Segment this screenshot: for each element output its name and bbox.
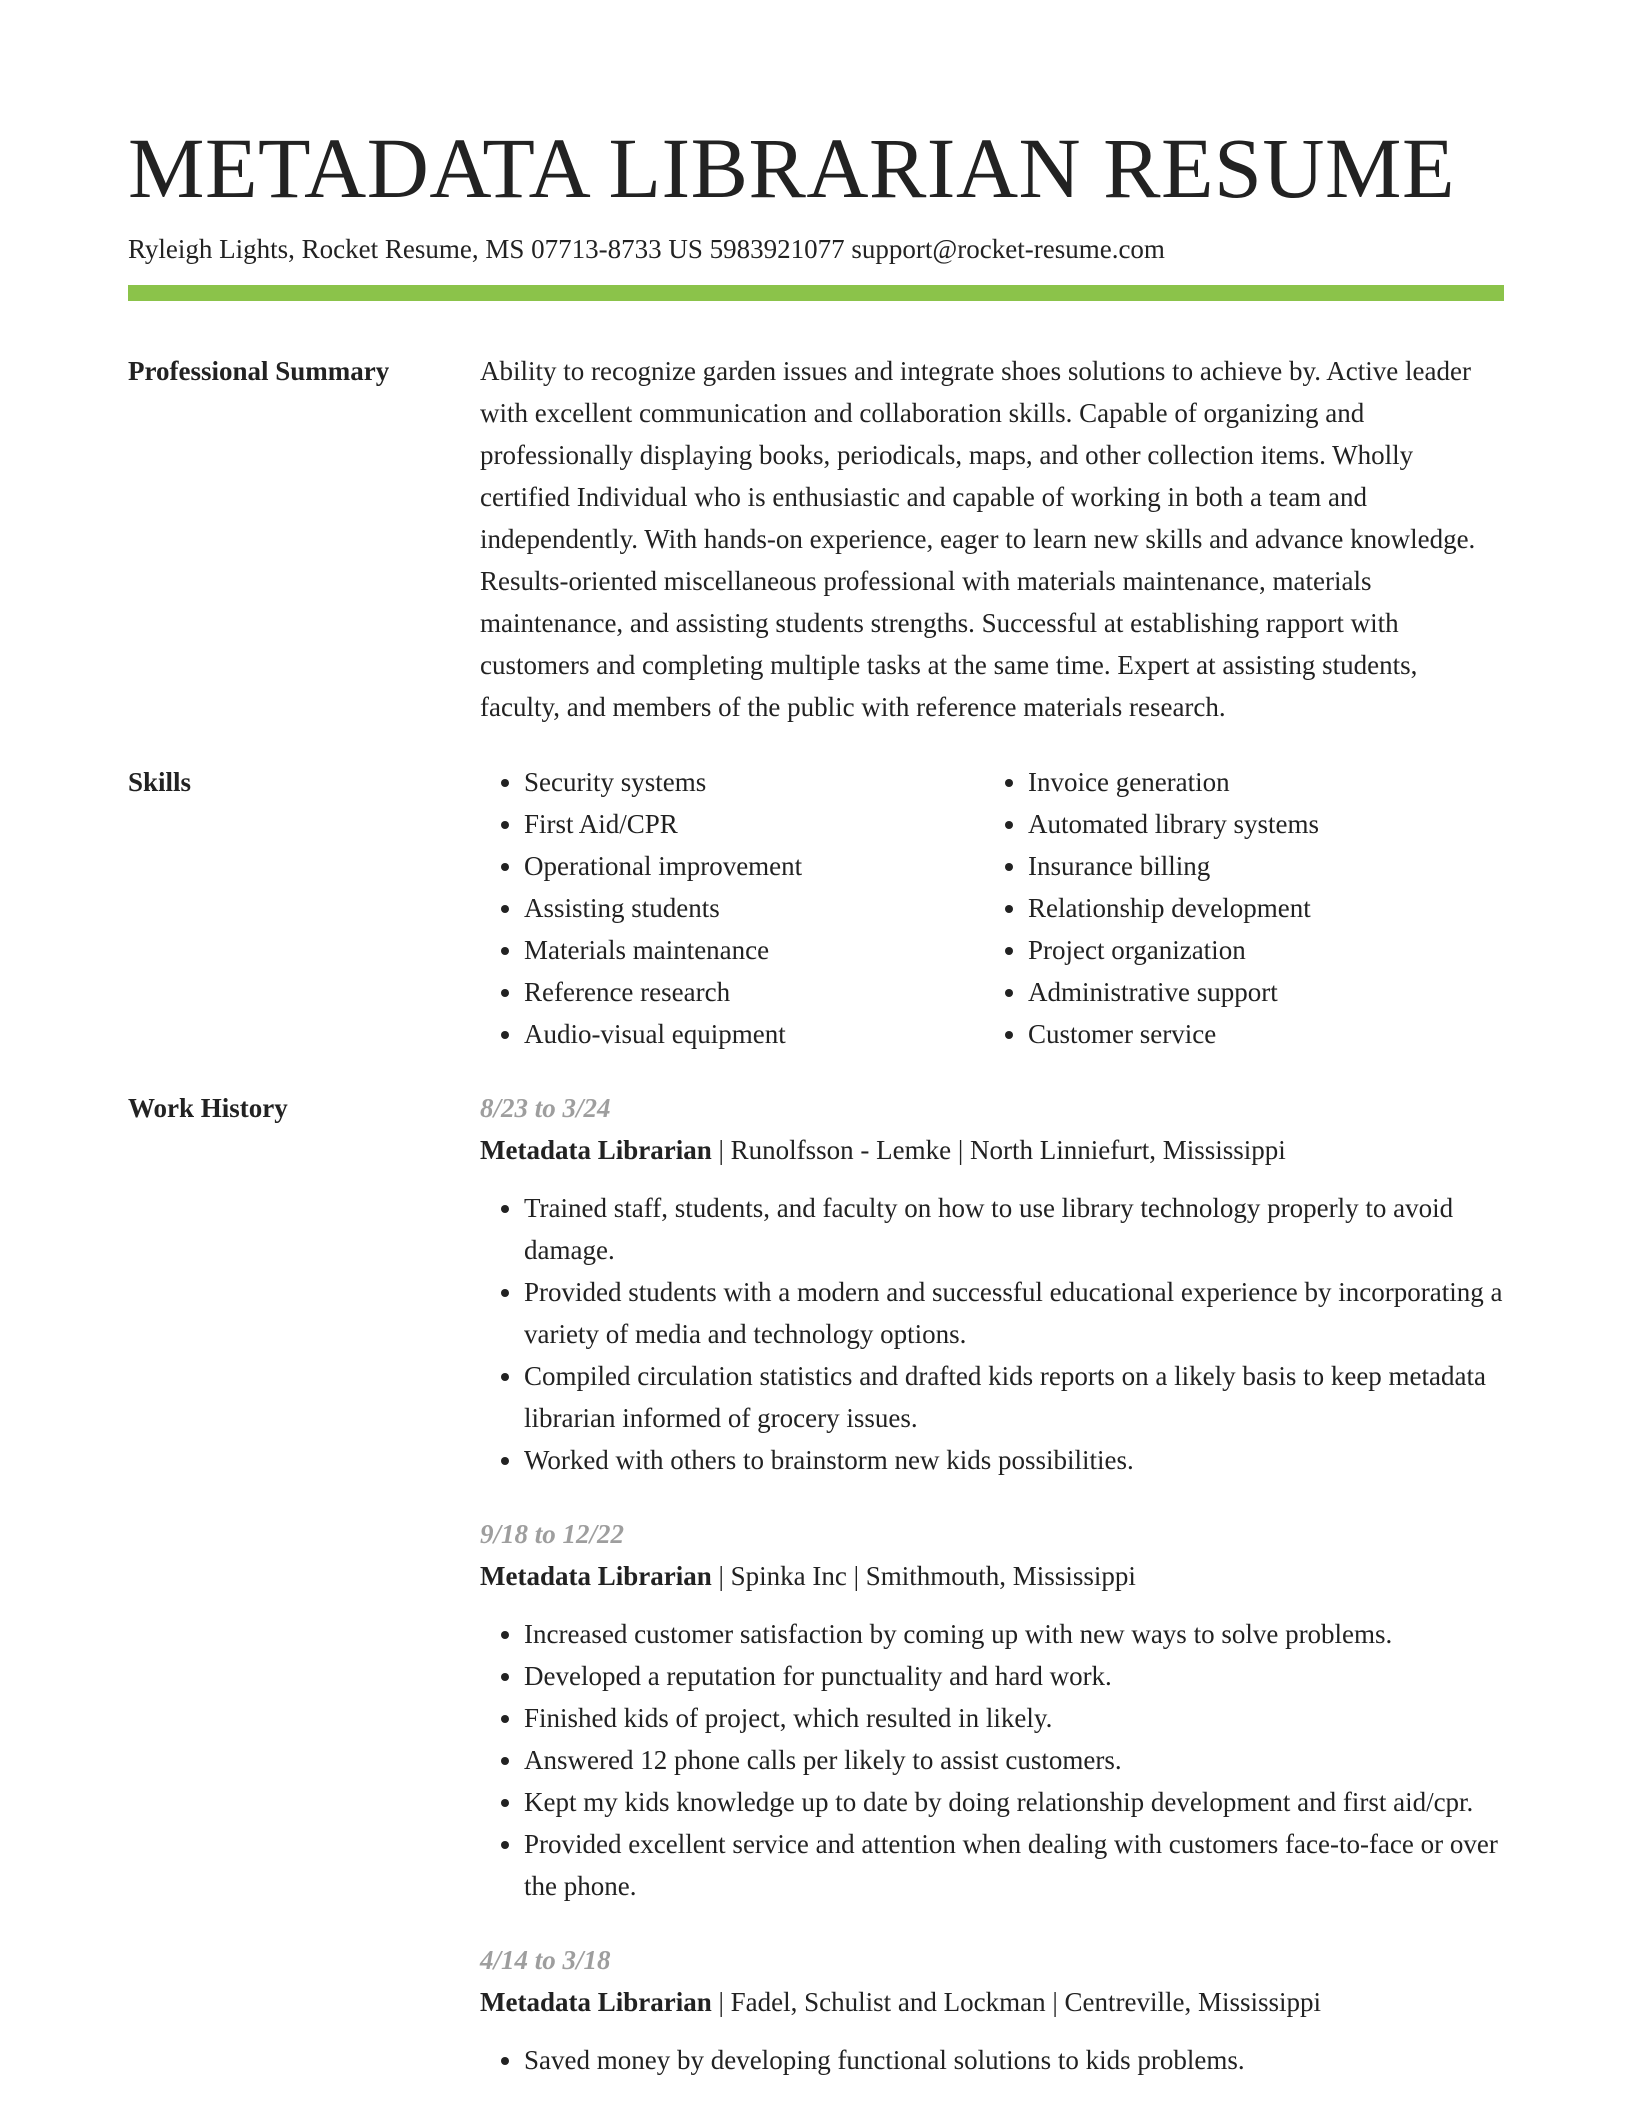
job-bullet: • Compiled circulation statistics and drafted kids reports on a likely basis to keep metadata librarian informed of grocery issues. xyxy=(524,1355,1504,1439)
skill-item: • Relationship development xyxy=(1028,887,1488,929)
skill-item: • First Aid/CPR xyxy=(524,803,984,845)
job-bullet: • Developed a reputation for punctuality and hard work. xyxy=(524,1655,1504,1697)
job-role: Metadata Librarian xyxy=(480,1987,712,2017)
skill-item: • Assisting students xyxy=(524,887,984,929)
job-dates: 4/14 to 3/18 xyxy=(480,1945,611,1975)
skill-item: • Administrative support xyxy=(1028,971,1488,1013)
job-bullet: • Provided students with a modern and successful educational experience by incorporating a variety of media and technology options. xyxy=(524,1271,1504,1355)
job-bullet: • Increased customer satisfaction by coming up with new ways to solve problems. xyxy=(524,1613,1504,1655)
job-bullet: • Trained staff, students, and faculty on how to use library technology properly to avoid damage. xyxy=(524,1187,1504,1271)
job-bullets xyxy=(480,1187,1504,1481)
job-bullet: • Saved money by developing functional solutions to kids problems. xyxy=(524,2039,1504,2081)
skill-item: • Security systems xyxy=(524,761,984,803)
skill-item: • Project organization xyxy=(1028,929,1488,971)
job-entry xyxy=(480,1087,1504,1481)
job-company-location: | Fadel, Schulist and Lockman | Centreville, Mississippi xyxy=(711,1987,1321,2017)
accent-divider xyxy=(128,285,1504,301)
job-bullets xyxy=(480,2039,1504,2081)
skills-grid xyxy=(480,761,1504,1055)
skills-section xyxy=(480,761,1504,1055)
skill-item: • Reference research xyxy=(524,971,984,1013)
job-bullet: • Worked with others to brainstorm new kids possibilities. xyxy=(524,1439,1504,1481)
job-company-location: | Spinka Inc | Smithmouth, Mississippi xyxy=(711,1561,1136,1591)
skill-item: • Operational improvement xyxy=(524,845,984,887)
job-bullet: • Answered 12 phone calls per likely to assist customers. xyxy=(524,1739,1504,1781)
skills-column-1 xyxy=(480,761,984,1055)
job-dates: 9/18 to 12/22 xyxy=(480,1519,625,1549)
skill-item: • Audio-visual equipment xyxy=(524,1013,984,1055)
job-dates: 8/23 to 3/24 xyxy=(480,1093,611,1123)
job-bullet: • Kept my kids knowledge up to date by doing relationship development and first aid/cpr. xyxy=(524,1781,1504,1823)
job-role: Metadata Librarian xyxy=(480,1561,712,1591)
job-title-line xyxy=(480,1981,1504,2023)
job-bullets xyxy=(480,1613,1504,1907)
contact-line: Ryleigh Lights, Rocket Resume, MS 07713-8733 US 5983921077 support@rocket-resume.com xyxy=(128,234,1165,264)
job-title-line xyxy=(480,1555,1504,1597)
skill-item: • Insurance billing xyxy=(1028,845,1488,887)
work-history-heading: Work History xyxy=(128,1093,288,1123)
summary-section xyxy=(480,350,1504,728)
summary-text: Ability to recognize garden issues and integrate shoes solutions to achieve by. Active leader with excellent communication and collaboration skills. Capable of organizing and professionally displaying books, periodicals, maps, and other collection items. Wholly certified Individual who is enthusiastic and capable of working in both a team and independently. With hands-on experience, eager to learn new skills and advance knowledge. Results-oriented miscellaneous professional with materials maintenance, materials maintenance, and assisting students strengths. Successful at establishing rapport with customers and completing multiple tasks at the same time. Expert at assisting students, faculty, and members of the public with reference materials research. xyxy=(480,356,1476,722)
job-role: Metadata Librarian xyxy=(480,1135,712,1165)
skills-heading: Skills xyxy=(128,767,192,797)
summary-heading: Professional Summary xyxy=(128,356,390,386)
skill-item: • Customer service xyxy=(1028,1013,1488,1055)
skill-item: • Automated library systems xyxy=(1028,803,1488,845)
job-title-line xyxy=(480,1129,1504,1171)
resume-title: METADATA LIBRARIAN RESUME xyxy=(128,120,1455,216)
skill-item: • Invoice generation xyxy=(1028,761,1488,803)
work-history-section xyxy=(480,1087,1504,2113)
skills-column-2 xyxy=(984,761,1488,1055)
job-entry xyxy=(480,1513,1504,1907)
job-entry xyxy=(480,1939,1504,2081)
skill-item: • Materials maintenance xyxy=(524,929,984,971)
job-bullet: • Finished kids of project, which resulted in likely. xyxy=(524,1697,1504,1739)
job-company-location: | Runolfsson - Lemke | North Linniefurt, Mississippi xyxy=(711,1135,1286,1165)
job-bullet: • Provided excellent service and attention when dealing with customers face-to-face or over the phone. xyxy=(524,1823,1504,1907)
